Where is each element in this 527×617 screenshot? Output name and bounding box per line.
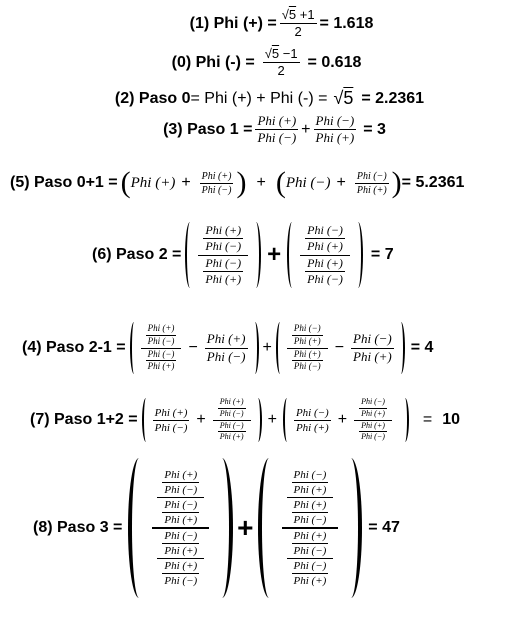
equation-7: (7) Paso 1+2 = $\frac{\text{Phi (+)}}{\text{Phi (−)}}$ + $\frac{\frac{\text{Phi (+)}}{\text{Phi (−)}}}{\frac{\text{Phi (−)}}{\text{Phi (+)}}}$ + $\frac{\text{Phi (−)}}{\text{Phi (+)}}$ + $\frac{\frac{\text{Phi (−)}}{\text{Phi (+)}}}{\frac{\text{Phi (+)}}{\text{Phi (−)}}}$ = 10 [30, 397, 461, 442]
equation-7-result: 10 [442, 411, 461, 429]
equation-8-label: (8) Paso 3 = [33, 519, 123, 536]
equation-2-result: = 2.2361 [361, 89, 425, 107]
sqrt-five: √5 [333, 88, 354, 108]
equation-4-label: (4) Paso 2-1 = [22, 339, 126, 356]
equation-5-label: (5) Paso 0+1 = [10, 174, 118, 191]
equation-4-result: = 4 [410, 339, 434, 356]
equation-0 [0, 47, 527, 79]
equation-6-label: (6) Paso 2 = [92, 246, 182, 263]
equation-8-result: = 47 [368, 519, 400, 536]
equation-0-label: (0) Phi (-) = [171, 53, 255, 71]
equation-5: (5) Paso 0+1 = ( Phi (+) + $\frac{\text{Phi (+)}}{\text{Phi (−)}}$ ) + ( Phi (−) + $\frac{\text{Phi (−)}}{\text{Phi (+)}}$ ) = 5.2361 [10, 166, 465, 199]
equation-3-label: (3) Paso 1 = [163, 120, 253, 138]
equation-2-label: (2) Paso 0 [114, 89, 191, 107]
equation-6: (6) Paso 2 = $\frac{\frac{\text{Phi (+)}}{\text{Phi (−)}}}{\frac{\text{Phi (−)}}{\text{Phi (+)}}}$ + $\frac{\frac{\text{Phi (−)}}{\text{Phi (+)}}}{\frac{\text{Phi (+)}}{\text{Phi (−)}}}$ = 7 [0, 222, 527, 288]
equation-8: (8) Paso 3 = $\frac{\frac{\frac{\text{Phi (+)}}{\text{Phi (−)}}}{\frac{\text{Phi (−)}}{\text{Phi (+)}}}}{\frac{\frac{\text{Phi (−)}}{\text{Phi (+)}}}{\frac{\text{Phi (+)}}{\text{Phi (−)}}}}$ + $\frac{\frac{\frac{\text{Phi (−)}}{\text{Phi (+)}}}{\frac{\text{Phi (+)}}{\text{Phi (−)}}}}{\frac{\frac{\text{Phi (+)}}{\text{Phi (−)}}}{\frac{\text{Phi (−)}}{\text{Phi (+)}}}}$ = 47 [0, 458, 527, 598]
phi-minus-fraction: $\frac{√5 -1}{2}$ [264, 46, 298, 79]
equation-3: (3) Paso 1 = $\frac{\text{Phi (+)}}{\text{Phi (−)}}$ + $\frac{\text{Phi (−)}}{\text{Phi (+)}}$ = 3 [163, 113, 386, 146]
equation-1-label: (1) Phi (+) = [189, 14, 277, 32]
equation-5-result: = 5.2361 [401, 174, 465, 191]
equation-7-label: (7) Paso 1+2 = [30, 411, 138, 429]
phi-plus-fraction: $\frac{√5 +1}{2}$ [281, 7, 315, 40]
equation-1-result: = 1.618 [319, 14, 374, 32]
equation-1 [0, 8, 527, 40]
equation-4: (4) Paso 2-1 = $\frac{\frac{\text{Phi (+)}}{\text{Phi (−)}}}{\frac{\text{Phi (−)}}{\text{Phi (+)}}}$ − $\frac{\text{Phi (+)}}{\text{Phi (−)}}$ + $\frac{\frac{\text{Phi (−)}}{\text{Phi (+)}}}{\frac{\text{Phi (+)}}{\text{Phi (−)}}}$ − $\frac{\text{Phi (−)}}{\text{Phi (+)}}$ = 4 [0, 322, 527, 374]
equation-3-result: = 3 [363, 120, 386, 138]
equation-0-result: = 0.618 [307, 53, 362, 71]
equation-2 [0, 88, 527, 109]
equation-6-result: = 7 [370, 246, 394, 263]
equation-2-expr: = Phi (+) + Phi (-) = [190, 89, 328, 107]
